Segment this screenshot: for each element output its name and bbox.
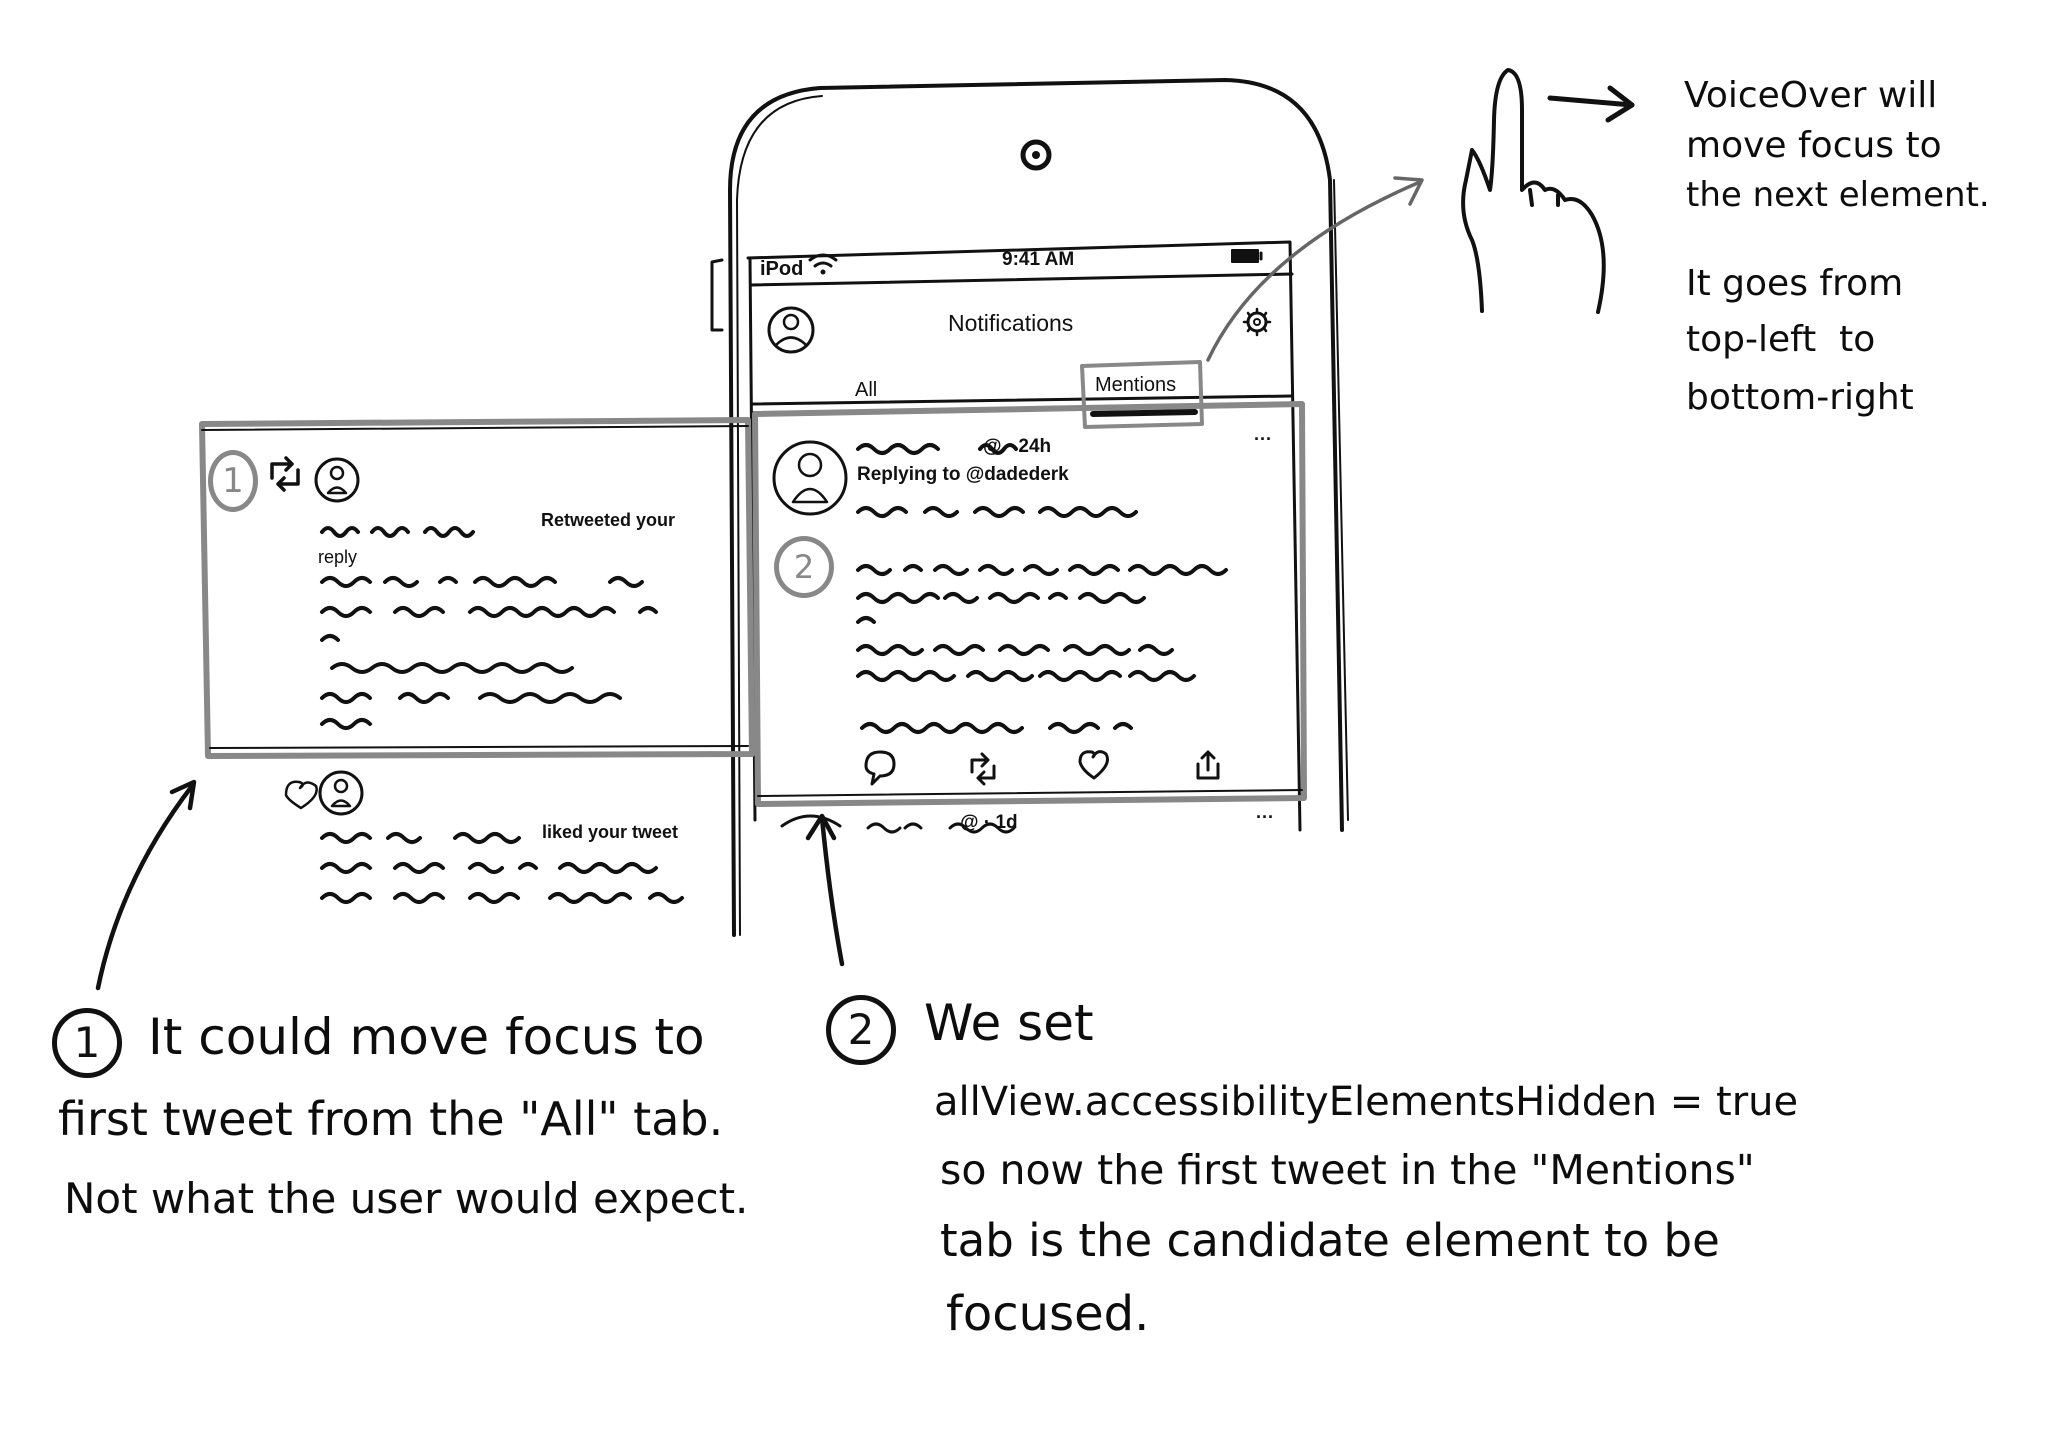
mentions-tab-indicator <box>1093 412 1195 414</box>
note2-line1: We set <box>924 994 1094 1052</box>
note1-line3: Not what the user would expect. <box>64 1174 749 1223</box>
swipe-arrow <box>1550 98 1632 105</box>
note1-line2: first tweet from the "All" tab. <box>58 1092 724 1146</box>
voiceover-note-line6: bottom-right <box>1686 377 1914 418</box>
focus-marker-1: 1 <box>208 450 258 512</box>
arrow-note2 <box>822 818 842 964</box>
phone-side-button <box>712 260 722 330</box>
status-time: 9:41 AM <box>1002 249 1075 270</box>
voiceover-note-line2: move focus to <box>1686 125 1942 166</box>
note2-line2: allView.accessibilityElementsHidden = true <box>934 1079 1799 1125</box>
tab-all[interactable]: All <box>855 379 878 401</box>
mentions-tweet2-header: @ · 1d <box>960 812 1018 833</box>
voiceover-note-line1: VoiceOver will <box>1684 75 1938 116</box>
like-icon <box>1080 752 1108 778</box>
mentions-tweet1-replying: Replying to @dadederk <box>857 464 1069 485</box>
note2-line3: so now the first tweet in the "Mentions" <box>940 1146 1755 1194</box>
voiceover-note-line3: the next element. <box>1686 175 1990 215</box>
reply-icon <box>866 752 894 784</box>
phone-outline <box>730 80 1342 935</box>
mentions-tweet2-more[interactable]: ··· <box>1256 807 1274 827</box>
all-tweet2-action: liked your tweet <box>542 822 679 842</box>
mentions-tweet1-more[interactable]: ··· <box>1254 429 1272 449</box>
arrow-note1 <box>98 786 192 988</box>
voiceover-note-line5: top-left to <box>1686 319 1876 360</box>
nav-title: Notifications <box>948 310 1074 336</box>
focus-marker-2: 2 <box>774 536 834 598</box>
all-tweet1-action: Retweeted your <box>541 510 676 530</box>
voiceover-note-line4: It goes from <box>1686 263 1904 304</box>
tab-mentions[interactable]: Mentions <box>1095 374 1177 396</box>
swipe-hand-icon <box>1463 70 1604 312</box>
retweet-icon-all <box>272 458 298 490</box>
retweet-icon-mentions <box>972 754 994 784</box>
note1-line1: It could move focus to <box>148 1008 705 1066</box>
heart-icon-all <box>286 782 317 808</box>
all-tweet1-action-2: reply <box>318 547 358 567</box>
arrow-to-hand <box>1208 182 1420 360</box>
note2-line5: focused. <box>946 1286 1150 1342</box>
note2-number: 2 <box>826 995 896 1065</box>
mentions-tweet1-header: @ · 24h <box>983 436 1052 457</box>
share-icon <box>1198 752 1218 778</box>
note1-number: 1 <box>52 1008 122 1078</box>
note2-line4: tab is the candidate element to be <box>940 1214 1720 1267</box>
status-device: iPod <box>760 258 804 280</box>
battery-icon <box>1232 250 1258 262</box>
